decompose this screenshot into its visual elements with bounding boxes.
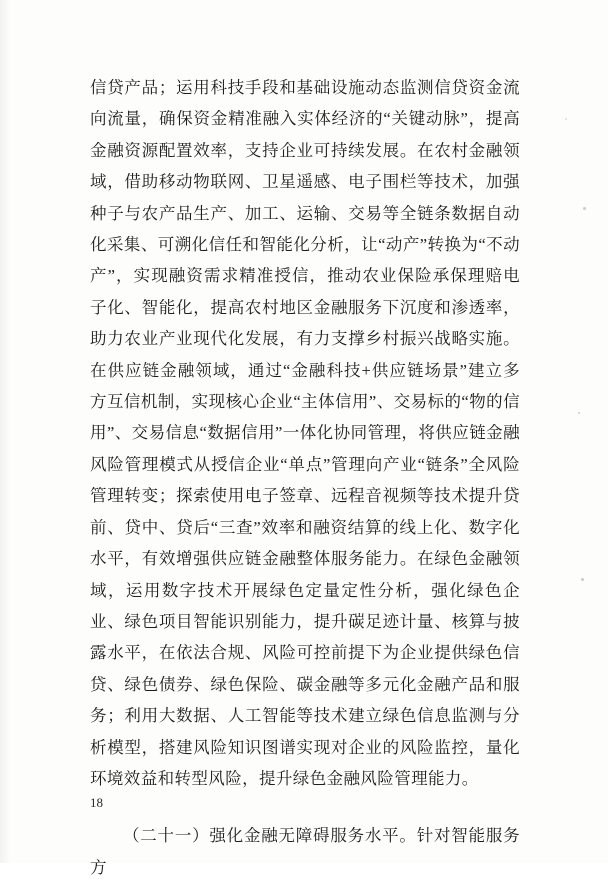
paragraph-body-2: （二十一）强化金融无障碍服务水平。针对智能服务方: [90, 826, 520, 877]
page-number: 18: [90, 795, 103, 810]
scan-speckle-icon: [565, 118, 567, 120]
page-text-body: [90, 72, 520, 883]
page-edge-shadow: [0, 0, 10, 863]
scan-speckle-icon: [581, 578, 584, 581]
paragraph-body-1: 信贷产品；运用科技手段和基础设施动态监测信贷资金流向流量，确保资金精准融入实体经济的“关键动脉”，提高金融资源配置效率，支持企业可持续发展。在农村金融领域，借助移动物联网、卫星遥感、电子围栏等技术，加强种子与农产品生产、加工、运输、交易等全链条数据自动化采集、可溯化信任和智能化分析，让“动产”转换为“不动产”，实现融资需求精准授信，推动农业保险承保理赔电子化、智能化，提高农村地区金融服务下沉度和渗透率，助力农业产业现代化发展，有力支撑乡村振兴战略实施。在供应链金融领域，通过“金融科技+供应链场景”建立多方互信机制，实现核心企业“主体信用”、交易标的“物的信用”、交易信息“数据信用”一体化协同管理，将供应链金融风险管理模式从授信企业“单点”管理向产业“链条”全风险管理转变；探索使用电子签章、远程音视频等技术提升贷前、贷中、贷后“三查”效率和融资结算的线上化、数字化水平，有效增强供应链金融整体服务能力。在绿色金融领域，运用数字技术开展绿色定量定性分析，强化绿色企业、绿色项目智能识别能力，提升碳足迹计量、核算与披露水平，在依法合规、风险可控前提下为企业提供绿色信贷、绿色债券、绿色保险、碳金融等多元化金融产品和服务；利用大数据、人工智能等技术建立绿色信息监测与分析模型，搭建风险知识图谱实现对企业的风险监控，量化环境效益和转型风险，提升绿色金融风险管理能力。: [90, 78, 520, 788]
scan-speckle-icon: [578, 412, 580, 414]
scan-speckle-icon: [583, 207, 586, 210]
